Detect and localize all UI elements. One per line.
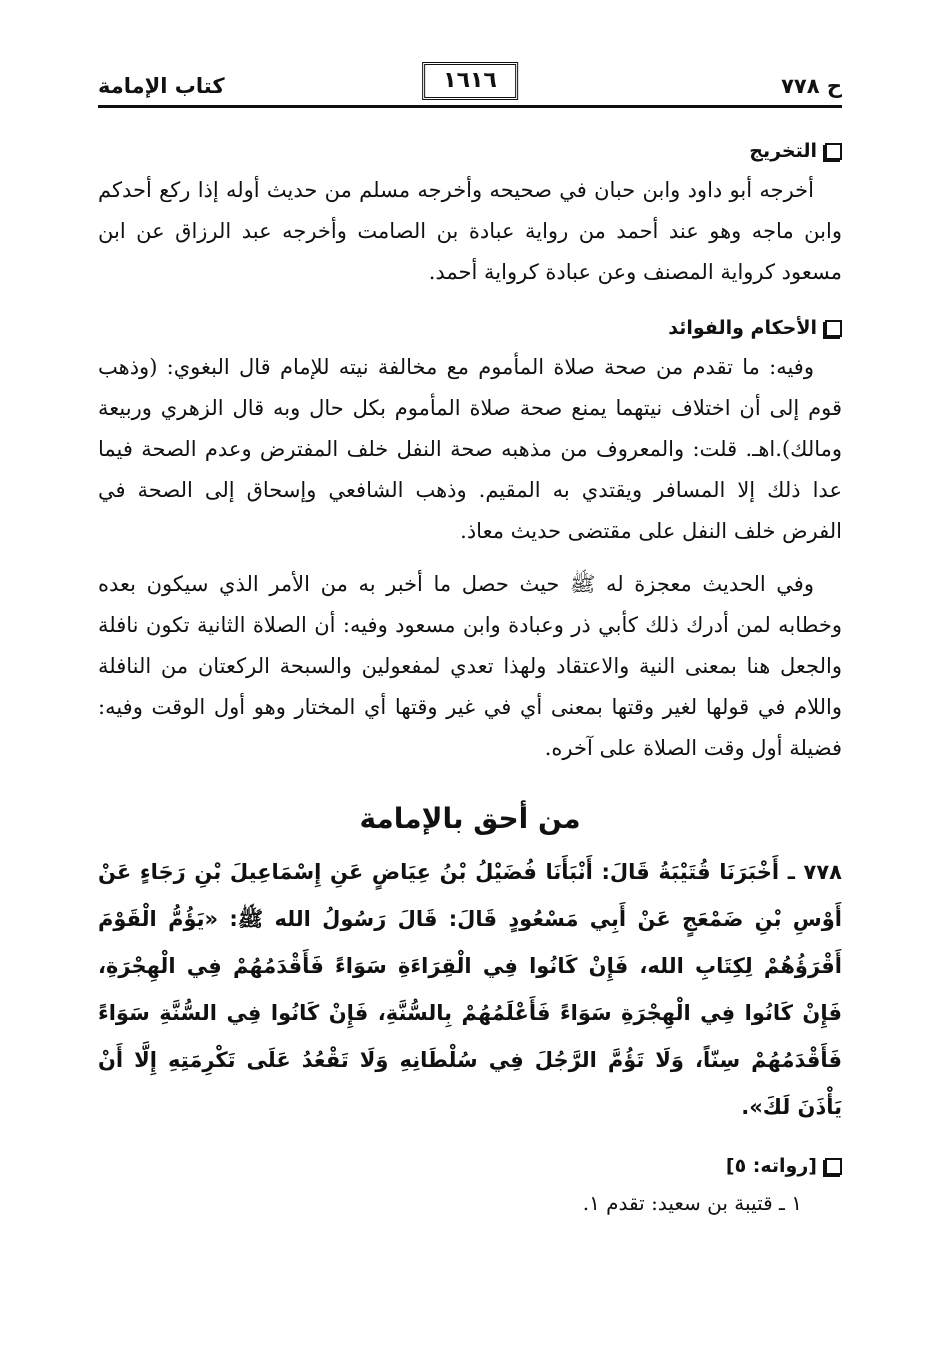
header-rule (98, 105, 842, 108)
ahkam-paragraph-1: وفيه: ما تقدم من صحة صلاة المأموم مع مخالفة نيته للإمام قال البغوي: (وذهب قوم إلى أن اختلاف نيتهما يمنع صحة صلاة المأموم بكل حال وبه قال الزهري وربيعة ومالك).اهـ. قلت: والمعروف من مذهبه صحة النفل خلف المفترض وعدم الصحة فيما عدا ذلك إلا المسافر ويقتدي به المقيم. وذهب الشافعي وإسحاق إلى الصحة في الفرض خلف النفل على مقتضى حديث معاذ. (98, 355, 842, 543)
takhrij-title: التخريج (749, 140, 817, 162)
checkbox-square-icon (825, 320, 842, 337)
page-content (98, 136, 842, 1221)
narrator-item: ١ ـ قتيبة بن سعيد: تقدم ١. (582, 1191, 802, 1215)
checkbox-square-icon (825, 143, 842, 160)
checkbox-square-icon (825, 1158, 842, 1175)
ahkam-title: الأحكام والفوائد (668, 317, 817, 339)
ruwat-title: [رواته: ٥] (725, 1155, 817, 1177)
takhrij-text: أخرجه أبو داود وابن حبان في صحيحه وأخرجه مسلم من حديث أوله إذا ركع أحدكم وابن ماجه وهو عند أحمد من رواية عبادة بن الصامت وأخرجه عبد الرزاق عن ابن مسعود كرواية المصنف وعن عبادة كرواية أحمد. (98, 178, 842, 284)
section-number: ح ٧٧٨ (781, 74, 842, 98)
ruwat-heading (98, 1151, 842, 1181)
page-number: ١٦١٦ (422, 62, 518, 100)
chapter-title: من أحق بالإمامة (359, 802, 581, 835)
running-header (98, 62, 842, 104)
book-title: كتاب الإمامة (98, 74, 225, 98)
takhrij-heading (98, 136, 842, 166)
ahkam-paragraph-2: وفي الحديث معجزة له ﷺ حيث حصل ما أخبر به من الأمر الذي سيكون بعده وخطابه لمن أدرك ذلك كأبي ذر وعبادة وابن مسعود وفيه: أن الصلاة الثانية تكون نافلة والجعل هنا بمعنى النية والاعتقاد ولهذا تعدي لمفعولين والسبحة الركعتان من النافلة واللام في قولها لغير وقتها بمعنى أي في غير وقتها أي المختار وهو أول الوقت وفيه: فضيلة أول وقت الصلاة على آخره. (98, 572, 842, 760)
ahkam-heading (98, 313, 842, 343)
hadith-text: ٧٧٨ ـ أَخْبَرَنَا قُتَيْبَةُ قَالَ: أَنْبَأَنَا فُضَيْلُ بْنُ عِيَاضٍ عَنِ إِسْمَاعِيلَ بْنِ رَجَاءٍ عَنْ أَوْسِ بْنِ ضَمْعَجٍ عَنْ أَبِي مَسْعُودٍ قَالَ: قَالَ رَسُولُ الله ﷺ: «يَؤُمُّ الْقَوْمَ أَقْرَؤُهُمْ لِكِتَابِ الله، فَإِنْ كَانُوا فِي الْقِرَاءَةِ سَوَاءً فَأَقْدَمُهُمْ فِي الْهِجْرَةِ، فَإِنْ كَانُوا فِي الْهِجْرَةِ سَوَاءً فَأَعْلَمُهُمْ بِالسُّنَّةِ، فَإِنْ كَانُوا فِي السُّنَّةِ سَوَاءً فَأَقْدَمُهُمْ سِنّاً، وَلَا تَؤُمَّ الرَّجُلَ فِي سُلْطَانِهِ وَلَا تَقْعُدُ عَلَى تَكْرِمَتِهِ إِلَّا أَنْ يَأْذَنَ لَكَ». (98, 860, 842, 1119)
